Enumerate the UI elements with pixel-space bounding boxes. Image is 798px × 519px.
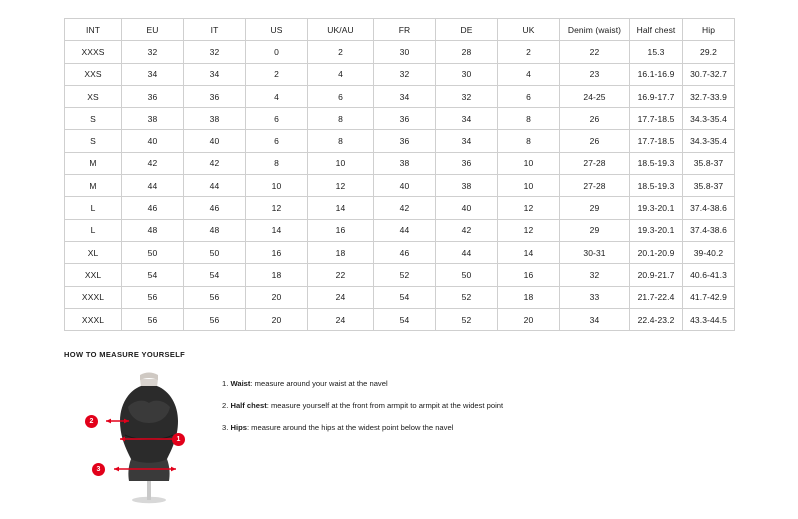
table-cell: 30-31 — [560, 241, 630, 263]
table-cell: 39-40.2 — [683, 241, 735, 263]
table-cell: 10 — [498, 175, 560, 197]
table-cell: 50 — [436, 264, 498, 286]
table-cell: 40 — [436, 197, 498, 219]
table-cell: 32 — [184, 41, 246, 63]
table-cell: 6 — [246, 130, 308, 152]
table-cell: 24-25 — [560, 85, 630, 107]
size-conversion-table — [64, 18, 735, 331]
table-cell: 48 — [122, 219, 184, 241]
table-cell: 44 — [436, 241, 498, 263]
table-cell: 22 — [560, 41, 630, 63]
table-cell: 46 — [184, 197, 246, 219]
table-cell: 14 — [246, 219, 308, 241]
table-cell: 24 — [308, 286, 374, 308]
table-cell: 40.6-41.3 — [683, 264, 735, 286]
table-cell: 26 — [560, 108, 630, 130]
table-cell: 12 — [308, 175, 374, 197]
table-cell: S — [65, 130, 122, 152]
table-cell: 16.9-17.7 — [630, 85, 683, 107]
table-cell: 37.4-38.6 — [683, 197, 735, 219]
table-cell: 42 — [122, 152, 184, 174]
table-row — [65, 130, 735, 152]
table-row — [65, 241, 735, 263]
table-row — [65, 108, 735, 130]
table-cell: 33 — [560, 286, 630, 308]
table-cell: 42 — [184, 152, 246, 174]
table-cell: S — [65, 108, 122, 130]
table-cell: 4 — [308, 63, 374, 85]
table-cell: XXXS — [65, 41, 122, 63]
table-cell: 32 — [436, 85, 498, 107]
measure-note-number: 3. — [222, 423, 229, 433]
table-row — [65, 264, 735, 286]
table-cell: 16.1-16.9 — [630, 63, 683, 85]
table-cell: 54 — [374, 308, 436, 330]
table-cell: M — [65, 152, 122, 174]
table-cell: 44 — [374, 219, 436, 241]
table-row — [65, 219, 735, 241]
table-cell: 56 — [122, 286, 184, 308]
table-cell: 34 — [560, 308, 630, 330]
table-cell: 24 — [308, 308, 374, 330]
table-cell: 54 — [184, 264, 246, 286]
table-cell: 44 — [184, 175, 246, 197]
mannequin-figure — [84, 369, 214, 504]
table-cell: 42 — [436, 219, 498, 241]
table-cell: 38 — [184, 108, 246, 130]
table-cell: 38 — [122, 108, 184, 130]
table-header-cell: FR — [374, 19, 436, 41]
table-cell: 10 — [498, 152, 560, 174]
table-header — [65, 19, 735, 41]
table-row — [65, 63, 735, 85]
table-cell: 56 — [184, 308, 246, 330]
table-cell: XXL — [65, 264, 122, 286]
table-header-cell: Hip — [683, 19, 735, 41]
measure-notes-list — [222, 369, 503, 445]
table-row — [65, 308, 735, 330]
table-cell: 14 — [308, 197, 374, 219]
table-cell: 2 — [246, 63, 308, 85]
table-cell: 30 — [436, 63, 498, 85]
table-cell: 0 — [246, 41, 308, 63]
badge-1-waist: 1 — [172, 433, 185, 446]
table-cell: 52 — [436, 286, 498, 308]
table-cell: 36 — [436, 152, 498, 174]
table-cell: 40 — [122, 130, 184, 152]
table-cell: XXXL — [65, 286, 122, 308]
table-cell: 12 — [498, 219, 560, 241]
table-cell: 22.4-23.2 — [630, 308, 683, 330]
table-cell: 10 — [246, 175, 308, 197]
how-to-measure-body — [64, 369, 734, 504]
table-cell: 36 — [374, 130, 436, 152]
table-cell: 29.2 — [683, 41, 735, 63]
measure-note — [222, 379, 503, 388]
mannequin-illustration — [84, 369, 214, 504]
table-cell: 12 — [498, 197, 560, 219]
table-cell: 35.8-37 — [683, 152, 735, 174]
table-header-cell: Half chest — [630, 19, 683, 41]
table-cell: 52 — [436, 308, 498, 330]
table-cell: 46 — [122, 197, 184, 219]
measure-note-number: 2. — [222, 401, 229, 411]
table-cell: 20.1-20.9 — [630, 241, 683, 263]
table-header-cell: Denim (waist) — [560, 19, 630, 41]
table-cell: 8 — [498, 130, 560, 152]
table-cell: 29 — [560, 219, 630, 241]
size-table-container — [64, 18, 734, 331]
table-cell: 19.3-20.1 — [630, 197, 683, 219]
table-cell: 36 — [184, 85, 246, 107]
measure-note — [222, 401, 503, 410]
table-cell: 6 — [498, 85, 560, 107]
measure-note-term: Hips — [230, 423, 247, 433]
table-cell: 27-28 — [560, 175, 630, 197]
table-cell: 36 — [374, 108, 436, 130]
table-cell: 18.5-19.3 — [630, 152, 683, 174]
table-cell: XL — [65, 241, 122, 263]
table-cell: 42 — [374, 197, 436, 219]
table-row — [65, 197, 735, 219]
table-cell: 50 — [184, 241, 246, 263]
table-cell: 34 — [374, 85, 436, 107]
table-cell: 27-28 — [560, 152, 630, 174]
table-cell: 54 — [122, 264, 184, 286]
table-header-cell: UK/AU — [308, 19, 374, 41]
table-cell: 56 — [122, 308, 184, 330]
table-cell: 6 — [246, 108, 308, 130]
table-cell: 22 — [308, 264, 374, 286]
table-cell: 50 — [122, 241, 184, 263]
table-cell: 20 — [246, 286, 308, 308]
how-to-measure-section — [64, 350, 734, 504]
table-cell: 34.3-35.4 — [683, 130, 735, 152]
measure-note-text: : measure around the hips at the widest point below the navel — [246, 423, 454, 433]
table-cell: 29 — [560, 197, 630, 219]
table-cell: 14 — [498, 241, 560, 263]
table-cell: 35.8-37 — [683, 175, 735, 197]
table-cell: 20 — [246, 308, 308, 330]
table-body — [65, 41, 735, 331]
table-cell: 8 — [308, 108, 374, 130]
table-cell: 30 — [374, 41, 436, 63]
how-to-measure-title: HOW TO MEASURE YOURSELF — [64, 350, 186, 359]
table-cell: 8 — [246, 152, 308, 174]
measure-note-number: 1. — [222, 379, 229, 388]
table-cell: 16 — [246, 241, 308, 263]
table-cell: 46 — [374, 241, 436, 263]
table-header-cell: EU — [122, 19, 184, 41]
table-cell: 18 — [308, 241, 374, 263]
table-cell: 41.7-42.9 — [683, 286, 735, 308]
table-header-row — [65, 19, 735, 41]
table-cell: 6 — [308, 85, 374, 107]
table-cell: 4 — [498, 63, 560, 85]
table-cell: 15.3 — [630, 41, 683, 63]
measure-note-term: Half chest — [230, 401, 267, 411]
table-cell: 30.7-32.7 — [683, 63, 735, 85]
table-cell: XXXL — [65, 308, 122, 330]
table-cell: 10 — [308, 152, 374, 174]
table-cell: 17.7-18.5 — [630, 130, 683, 152]
table-cell: 54 — [374, 286, 436, 308]
table-cell: 32 — [374, 63, 436, 85]
table-cell: 16 — [498, 264, 560, 286]
table-cell: 8 — [308, 130, 374, 152]
table-cell: 40 — [374, 175, 436, 197]
table-row — [65, 85, 735, 107]
table-cell: 18 — [246, 264, 308, 286]
table-cell: 19.3-20.1 — [630, 219, 683, 241]
badge-2-half-chest: 2 — [85, 415, 98, 428]
table-cell: 56 — [184, 286, 246, 308]
table-cell: 44 — [122, 175, 184, 197]
table-cell: 8 — [498, 108, 560, 130]
badge-3-hips: 3 — [92, 463, 105, 476]
table-header-cell: UK — [498, 19, 560, 41]
table-cell: L — [65, 219, 122, 241]
table-cell: 18 — [498, 286, 560, 308]
table-cell: 20.9-21.7 — [630, 264, 683, 286]
table-cell: 2 — [308, 41, 374, 63]
table-cell: 32 — [560, 264, 630, 286]
measure-note — [222, 423, 503, 432]
table-cell: 34.3-35.4 — [683, 108, 735, 130]
measure-note-text: : measure around your waist at the navel — [250, 379, 388, 388]
table-header-cell: US — [246, 19, 308, 41]
table-header-cell: IT — [184, 19, 246, 41]
table-cell: 23 — [560, 63, 630, 85]
table-cell: 4 — [246, 85, 308, 107]
table-cell: 34 — [436, 130, 498, 152]
table-cell: 26 — [560, 130, 630, 152]
table-cell: XS — [65, 85, 122, 107]
table-header-cell: INT — [65, 19, 122, 41]
table-cell: 12 — [246, 197, 308, 219]
table-cell: 17.7-18.5 — [630, 108, 683, 130]
table-cell: 2 — [498, 41, 560, 63]
table-row — [65, 286, 735, 308]
table-cell: XXS — [65, 63, 122, 85]
table-cell: 38 — [436, 175, 498, 197]
table-cell: 38 — [374, 152, 436, 174]
table-cell: 21.7-22.4 — [630, 286, 683, 308]
table-cell: 20 — [498, 308, 560, 330]
table-cell: 18.5-19.3 — [630, 175, 683, 197]
measure-note-text: : measure yourself at the front from armpit to armpit at the widest point — [266, 401, 504, 411]
table-cell: 52 — [374, 264, 436, 286]
table-cell: 40 — [184, 130, 246, 152]
table-cell: 32 — [122, 41, 184, 63]
table-cell: 36 — [122, 85, 184, 107]
table-cell: 34 — [122, 63, 184, 85]
table-cell: 28 — [436, 41, 498, 63]
measure-note-term: Waist — [230, 379, 251, 388]
table-cell: 16 — [308, 219, 374, 241]
table-row — [65, 152, 735, 174]
table-header-cell: DE — [436, 19, 498, 41]
table-cell: 32.7-33.9 — [683, 85, 735, 107]
table-cell: 34 — [184, 63, 246, 85]
table-cell: 48 — [184, 219, 246, 241]
table-cell: 34 — [436, 108, 498, 130]
table-row — [65, 175, 735, 197]
table-cell: 37.4-38.6 — [683, 219, 735, 241]
table-cell: 43.3-44.5 — [683, 308, 735, 330]
table-cell: L — [65, 197, 122, 219]
table-cell: M — [65, 175, 122, 197]
table-row — [65, 41, 735, 63]
